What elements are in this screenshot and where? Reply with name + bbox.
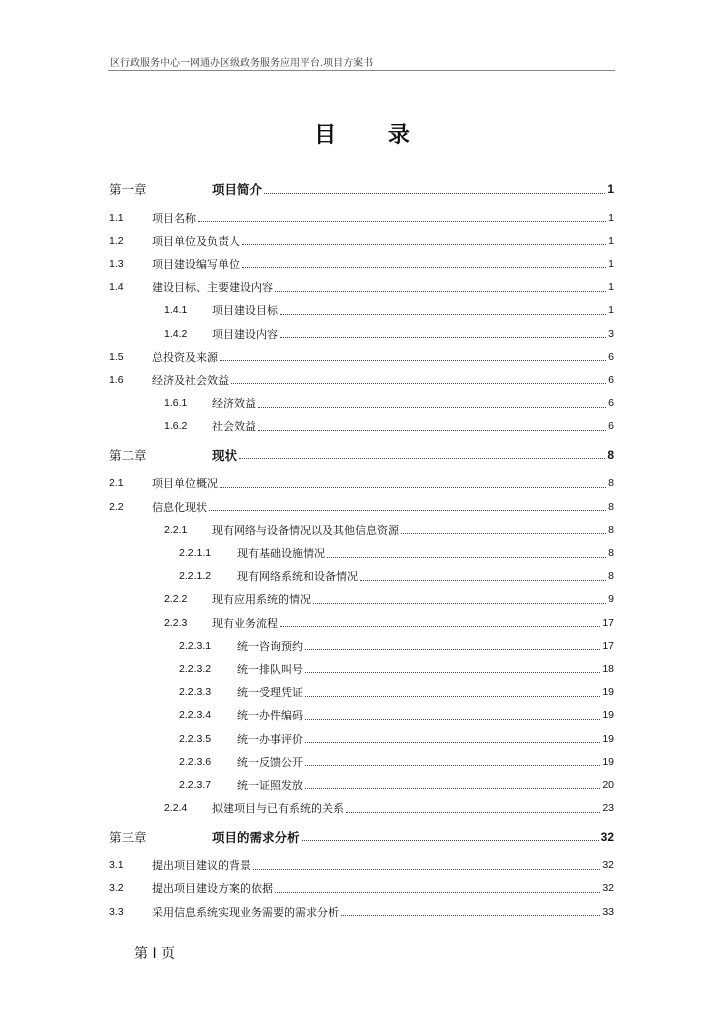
toc-entry[interactable]: [109, 472, 614, 495]
toc-entry[interactable]: [109, 252, 614, 275]
toc-entry[interactable]: [109, 206, 614, 229]
toc-dot-leader: [280, 314, 606, 315]
toc-dot-leader: [258, 430, 606, 431]
toc-chapter-entry[interactable]: [109, 438, 614, 472]
toc-entry-number: 1.4.1: [164, 304, 188, 317]
toc-entry-page: 6: [608, 350, 614, 363]
toc-entry-label: 建设目标、主要建设内容: [152, 281, 273, 295]
toc-entry-page: 1: [608, 257, 614, 270]
toc-entry-label: 提出项目建议的背景: [152, 859, 251, 873]
toc-entry-label: 经济效益: [212, 397, 256, 411]
toc-entry-label: 社会效益: [212, 420, 256, 434]
toc-dot-leader: [305, 649, 600, 650]
toc-dot-leader: [305, 765, 600, 766]
toc-dot-leader: [305, 742, 600, 743]
toc-dot-leader: [305, 696, 600, 697]
toc-entry-number: 第三章: [109, 829, 147, 845]
toc-title: 目 录: [314, 123, 432, 148]
toc-dot-leader: [220, 487, 606, 488]
toc-entry-number: 第二章: [109, 447, 147, 463]
toc-entry-label: 统一办事评价: [237, 732, 303, 746]
toc-entry-label: 现有网络系统和设备情况: [237, 570, 358, 584]
toc-entry-page: 8: [608, 570, 614, 583]
toc-entry-label: 拟建项目与已有系统的关系: [212, 802, 344, 816]
toc-entry-number: 2.2.3.3: [179, 686, 212, 699]
toc-entry-label: 项目的需求分析: [212, 829, 300, 845]
toc-entry[interactable]: [109, 797, 614, 820]
toc-entry-label: 统一咨询预约: [237, 639, 303, 653]
toc-entry-page: 1: [608, 234, 614, 247]
toc-entry[interactable]: [109, 518, 614, 541]
toc-dot-leader: [280, 626, 600, 627]
toc-entry[interactable]: [109, 657, 614, 680]
toc-entry-label: 项目建设目标: [212, 304, 278, 318]
toc-dot-leader: [242, 267, 606, 268]
toc-dot-leader: [239, 458, 605, 459]
toc-dot-leader: [258, 407, 606, 408]
toc-entry[interactable]: [109, 565, 614, 588]
toc-dot-leader: [305, 719, 600, 720]
toc-entry-page: 9: [608, 593, 614, 606]
page-header: 区行政服务中心一网通办区级政务服务应用平台.项目方案书: [110, 58, 374, 69]
toc-dot-leader: [341, 915, 600, 916]
toc-dot-leader: [264, 193, 605, 194]
toc-entry-number: 1.4.2: [164, 327, 188, 340]
toc-entry-label: 统一受理凭证: [237, 686, 303, 700]
toc-dot-leader: [275, 291, 606, 292]
toc-entry[interactable]: [109, 415, 614, 438]
toc-dot-leader: [302, 840, 599, 841]
toc-entry[interactable]: [109, 368, 614, 391]
toc-chapter-entry[interactable]: [109, 172, 614, 206]
toc-entry-number: 1.3: [109, 257, 124, 270]
toc-entry[interactable]: [109, 588, 614, 611]
toc-entry-label: 采用信息系统实现业务需要的需求分析: [152, 905, 339, 919]
toc-entry-page: 1: [607, 182, 614, 196]
toc-entry[interactable]: [109, 322, 614, 345]
toc-dot-leader: [275, 892, 600, 893]
toc-entry-label: 现有基础设施情况: [237, 547, 325, 561]
toc-entry[interactable]: [109, 750, 614, 773]
toc-entry[interactable]: [109, 611, 614, 634]
toc-dot-leader: [346, 812, 600, 813]
toc-entry-number: 1.4: [109, 281, 124, 294]
toc-entry-page: 18: [602, 662, 614, 675]
toc-entry-number: 3.3: [109, 905, 124, 918]
toc-dot-leader: [305, 672, 600, 673]
toc-entry-page: 23: [602, 802, 614, 815]
page-footer: 第 I 页: [134, 946, 176, 962]
toc-entry-label: 现状: [212, 447, 238, 463]
toc-entry-page: 6: [608, 420, 614, 433]
toc-entry[interactable]: [109, 495, 614, 518]
toc-dot-leader: [327, 557, 606, 558]
toc-entry-label: 统一排队叫号: [237, 662, 303, 676]
toc-entry-page: 8: [608, 477, 614, 490]
toc-entry[interactable]: [109, 704, 614, 727]
toc-entry-label: 现有网络与设备情况以及其他信息资源: [212, 523, 399, 537]
toc-entry-number: 2.2.3: [164, 616, 188, 629]
toc-entry-number: 2.1: [109, 477, 124, 490]
toc-entry-number: 2.2.3.5: [179, 732, 212, 745]
toc-entry-page: 6: [608, 373, 614, 386]
toc-entry-number: 2.2.3.2: [179, 662, 212, 675]
toc-entry-page: 1: [608, 211, 614, 224]
toc-entry-page: 33: [602, 905, 614, 918]
table-of-contents: [109, 172, 614, 923]
toc-entry-number: 2.2.3.1: [179, 639, 212, 652]
toc-entry-label: 统一办件编码: [237, 709, 303, 723]
toc-entry-label: 项目名称: [152, 211, 196, 225]
toc-entry-number: 1.5: [109, 350, 124, 363]
toc-dot-leader: [231, 383, 606, 384]
toc-entry[interactable]: [109, 634, 614, 657]
toc-entry[interactable]: [109, 773, 614, 796]
toc-dot-leader: [220, 360, 606, 361]
toc-dot-leader: [313, 603, 606, 604]
toc-entry-number: 1.6: [109, 373, 124, 386]
toc-entry-page: 3: [608, 327, 614, 340]
toc-dot-leader: [305, 788, 600, 789]
toc-entry-label: 项目单位及负责人: [152, 234, 240, 248]
toc-entry-page: 19: [602, 709, 614, 722]
toc-entry-page: 19: [602, 686, 614, 699]
toc-entry-page: 19: [602, 732, 614, 745]
toc-entry-page: 17: [602, 639, 614, 652]
toc-entry[interactable]: [109, 900, 614, 923]
toc-entry-number: 1.6.1: [164, 397, 188, 410]
toc-dot-leader: [242, 244, 606, 245]
toc-entry-page: 20: [602, 778, 614, 791]
toc-dot-leader: [253, 869, 600, 870]
toc-entry-number: 1.2: [109, 234, 124, 247]
toc-entry-label: 提出项目建设方案的依据: [152, 882, 273, 896]
toc-entry-page: 8: [607, 447, 614, 462]
toc-entry[interactable]: [109, 392, 614, 415]
toc-entry-number: 2.2.1.2: [179, 570, 212, 583]
toc-entry-page: 8: [608, 500, 614, 513]
toc-entry-number: 2.2.1: [164, 523, 188, 536]
toc-entry-label: 总投资及来源: [152, 350, 218, 364]
toc-entry[interactable]: [109, 877, 614, 900]
toc-entry-label: 现有业务流程: [212, 616, 278, 630]
toc-entry-number: 2.2.4: [164, 802, 188, 815]
toc-entry-label: 项目简介: [212, 182, 263, 197]
toc-dot-leader: [198, 221, 606, 222]
toc-entry[interactable]: [109, 727, 614, 750]
toc-entry-label: 统一证照发放: [237, 778, 303, 792]
toc-dot-leader: [401, 533, 606, 534]
toc-entry-number: 1.6.2: [164, 420, 188, 433]
toc-entry-number: 2.2.2: [164, 593, 188, 606]
toc-entry-number: 2.2: [109, 500, 124, 513]
toc-entry-label: 现有应用系统的情况: [212, 593, 311, 607]
toc-entry-number: 1.1: [109, 211, 124, 224]
toc-entry-page: 1: [608, 281, 614, 294]
toc-entry-page: 32: [602, 882, 614, 895]
toc-entry-page: 1: [608, 304, 614, 317]
toc-entry-number: 3.2: [109, 882, 124, 895]
toc-dot-leader: [280, 337, 606, 338]
toc-entry-label: 信息化现状: [152, 500, 207, 514]
toc-entry-page: 8: [608, 523, 614, 536]
toc-entry[interactable]: [109, 276, 614, 299]
toc-entry-page: 6: [608, 397, 614, 410]
toc-entry-number: 2.2.1.1: [179, 547, 212, 560]
toc-chapter-entry[interactable]: [109, 820, 614, 854]
toc-entry-label: 经济及社会效益: [152, 373, 229, 387]
toc-entry-page: 17: [602, 616, 614, 629]
toc-entry-page: 32: [602, 859, 614, 872]
toc-entry-number: 2.2.3.7: [179, 778, 212, 791]
toc-entry-label: 项目建设内容: [212, 327, 278, 341]
toc-entry-number: 第一章: [109, 182, 147, 197]
toc-entry-number: 2.2.3.6: [179, 755, 212, 768]
toc-dot-leader: [209, 510, 606, 511]
header-rule: [108, 70, 615, 71]
toc-entry-label: 项目单位概况: [152, 477, 218, 491]
toc-entry-page: 19: [602, 755, 614, 768]
toc-entry[interactable]: [109, 299, 614, 322]
toc-entry[interactable]: [109, 681, 614, 704]
toc-entry[interactable]: [109, 229, 614, 252]
toc-entry[interactable]: [109, 345, 614, 368]
toc-entry-number: 2.2.3.4: [179, 709, 212, 722]
toc-dot-leader: [360, 580, 606, 581]
toc-entry-page: 8: [608, 547, 614, 560]
toc-entry-label: 统一反馈公开: [237, 755, 303, 769]
toc-entry[interactable]: [109, 854, 614, 877]
toc-entry-page: 32: [600, 829, 614, 844]
toc-entry[interactable]: [109, 541, 614, 564]
toc-entry-number: 3.1: [109, 859, 124, 872]
toc-entry-label: 项目建设编写单位: [152, 257, 240, 271]
